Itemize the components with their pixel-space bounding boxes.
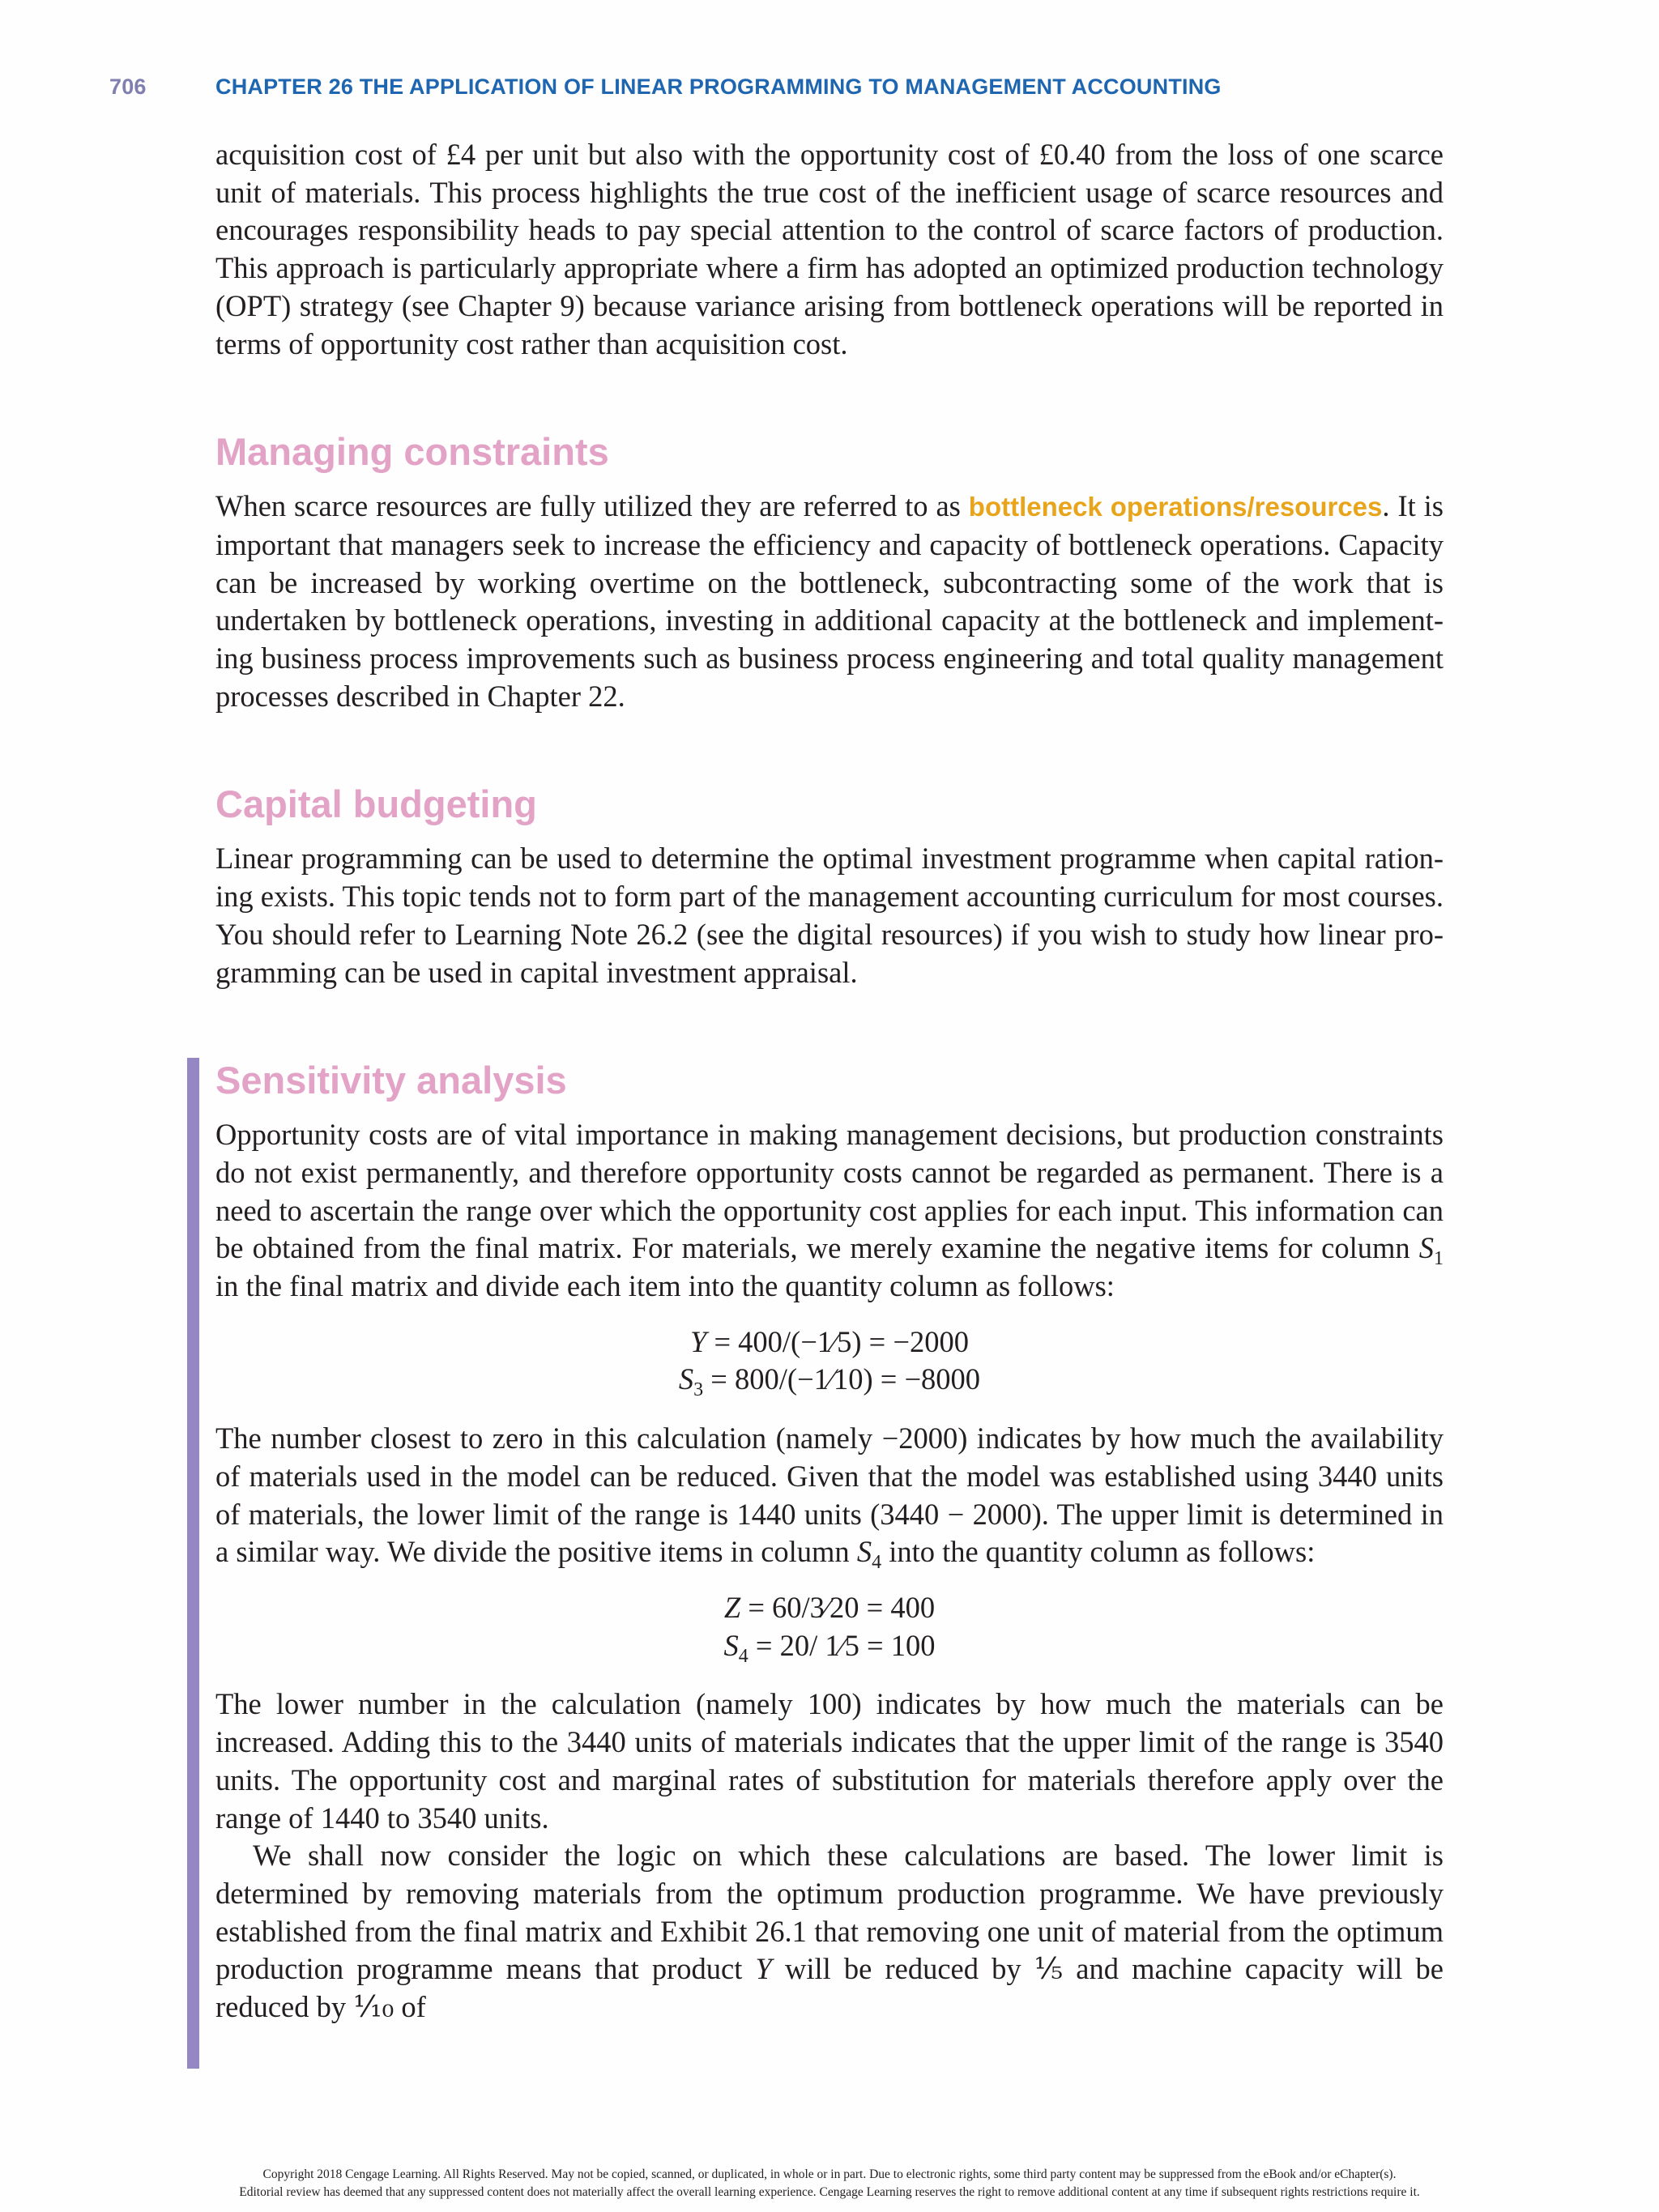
subscript: 3 [693,1379,704,1401]
text: When scarce resources are fully utilized they are referred to as [215,489,969,523]
text: = 20/ 1⁄5 = 100 [748,1628,936,1662]
sensitivity-side-bar [187,1058,199,2069]
managing-constraints-paragraph [215,488,1444,715]
intro-paragraph: acquisition cost of £4 per unit but also with the opportunity cost of £0.40 from the loss of one scarce unit of materials. This process highlights the true cost of the inefficient usage of scarce resources and encourages responsibility heads to pay special attention to the control of scarce factors of production. This approach is particularly appropriate where a firm has adopted an optimized production technology (OPT) strategy (see Chapter 9) because variance arising from bottleneck operations will be reported in terms of opportunity cost rather than acquisition cost. [215,138,1444,360]
sensitivity-paragraph-4 [215,1837,1444,2027]
heading-managing-constraints: Managing constraints [215,430,609,474]
equation-z [215,1589,1444,1627]
sensitivity-paragraph-2 [215,1420,1444,1574]
copyright-line-2: Editorial review has deemed that any suppressed content does not materially affect the overall learning experience. Cengage Learning reserves the right to remove additional content at any time if subsequent rights restrictions require it. [239,2185,1420,2199]
equation-s3 [215,1361,1444,1399]
subscript: 4 [738,1645,748,1667]
text: in the final matrix and divide each item into the quantity column as follows: [215,1269,1115,1303]
text: into the quantity column as follows: [881,1535,1316,1569]
capital-budgeting-paragraph: Linear programming can be used to determine the optimal investment programme when capital rationing exists. This topic tends not to form part of the management accounting curriculum for most courses. You should refer to Learning Note 26.2 (see the digital resources) if you wish to study how linear programming can be used in capital investment appraisal. [215,842,1444,989]
variable: Z [723,1590,741,1624]
copyright-footer [0,2166,1659,2201]
sensitivity-paragraph-3: The lower number in the calculation (namely 100) indicates by how much the materials can be increased. Adding this to the 3440 units of materials indicates that the upper limit of the range is 3540 units. The opportunity cost and marginal rates of substitution for materials therefore apply over the range of 1440 to 3540 units. [215,1687,1444,1835]
text: = 60/3⁄20 = 400 [740,1590,936,1624]
text: Opportunity costs are of vital importance in making management decisions, but production constraints do not exist permanently, and therefore opportunity costs cannot be regarded as permanent. There is a need to ascertain the range over which the opportunity cost applies for each input. This information can be obtained from the final matrix. For materials, we merely examine the negative items for column [215,1118,1444,1265]
variable: Y [755,1952,772,1986]
equation-block-1 [215,1323,1444,1399]
copyright-line-1: Copyright 2018 Cengage Learning. All Rights Reserved. May not be copied, scanned, or duplicated, in whole or in part. Due to electronic rights, some third party content may be suppressed from the eBook and/or eChapter(s). [262,2167,1397,2181]
variable: S [723,1628,739,1662]
equation-block-2 [215,1589,1444,1667]
text: The number closest to zero in this calculation (namely −2000) indicates by how much the availability of materials used in the model can be reduced. Given that the model was established using 3440 units of materials, the lower limit of the range is 1440 units (3440 − 2000). The upper limit is determined in a similar way. We divide the positive items in column [215,1421,1444,1569]
text: will be reduced by ⅕ and machine capacity will be reduced by ⅒ of [215,1952,1444,2024]
page-number: 706 [109,75,147,99]
chapter-title: CHAPTER 26 THE APPLICATION OF LINEAR PROGRAMMING TO MANAGEMENT ACCOUNTING [215,75,1222,99]
key-term-bottleneck: bottleneck operations/resources [968,492,1383,522]
text: . It is important that managers seek to increase the efficiency and capacity of bottleneck operations. Capacity can be increased by working overtime on the bottleneck, subcontracting some of the work that is undertaken by bottleneck operations, investing in additional capacity at the bottleneck and implementing business process improvements such as business process engineering and total quality management processes described in Chapter 22. [215,489,1444,713]
text: = 800/(−1⁄10) = −8000 [703,1362,981,1396]
variable: S [1418,1231,1434,1265]
page-content [215,136,1444,2027]
equation-s4 [215,1627,1444,1665]
sensitivity-paragraph-1 [215,1116,1444,1306]
variable: Y [690,1324,707,1358]
text: = 400/(−1⁄5) = −2000 [706,1324,969,1358]
heading-sensitivity-analysis: Sensitivity analysis [215,1059,567,1102]
subscript: 4 [872,1552,882,1574]
equation-y [215,1323,1444,1362]
heading-capital-budgeting: Capital budgeting [215,782,537,826]
variable: S [678,1362,694,1396]
running-head [0,75,1659,107]
subscript: 1 [1434,1248,1444,1270]
variable: S [856,1535,872,1569]
text: We shall now consider the logic on which these calculations are based. The lower limit is determined by removing materials from the optimum production programme. We have previously established from the final matrix and Exhibit 26.1 that removing one unit of material from the optimum production programme means that product [215,1839,1444,1986]
